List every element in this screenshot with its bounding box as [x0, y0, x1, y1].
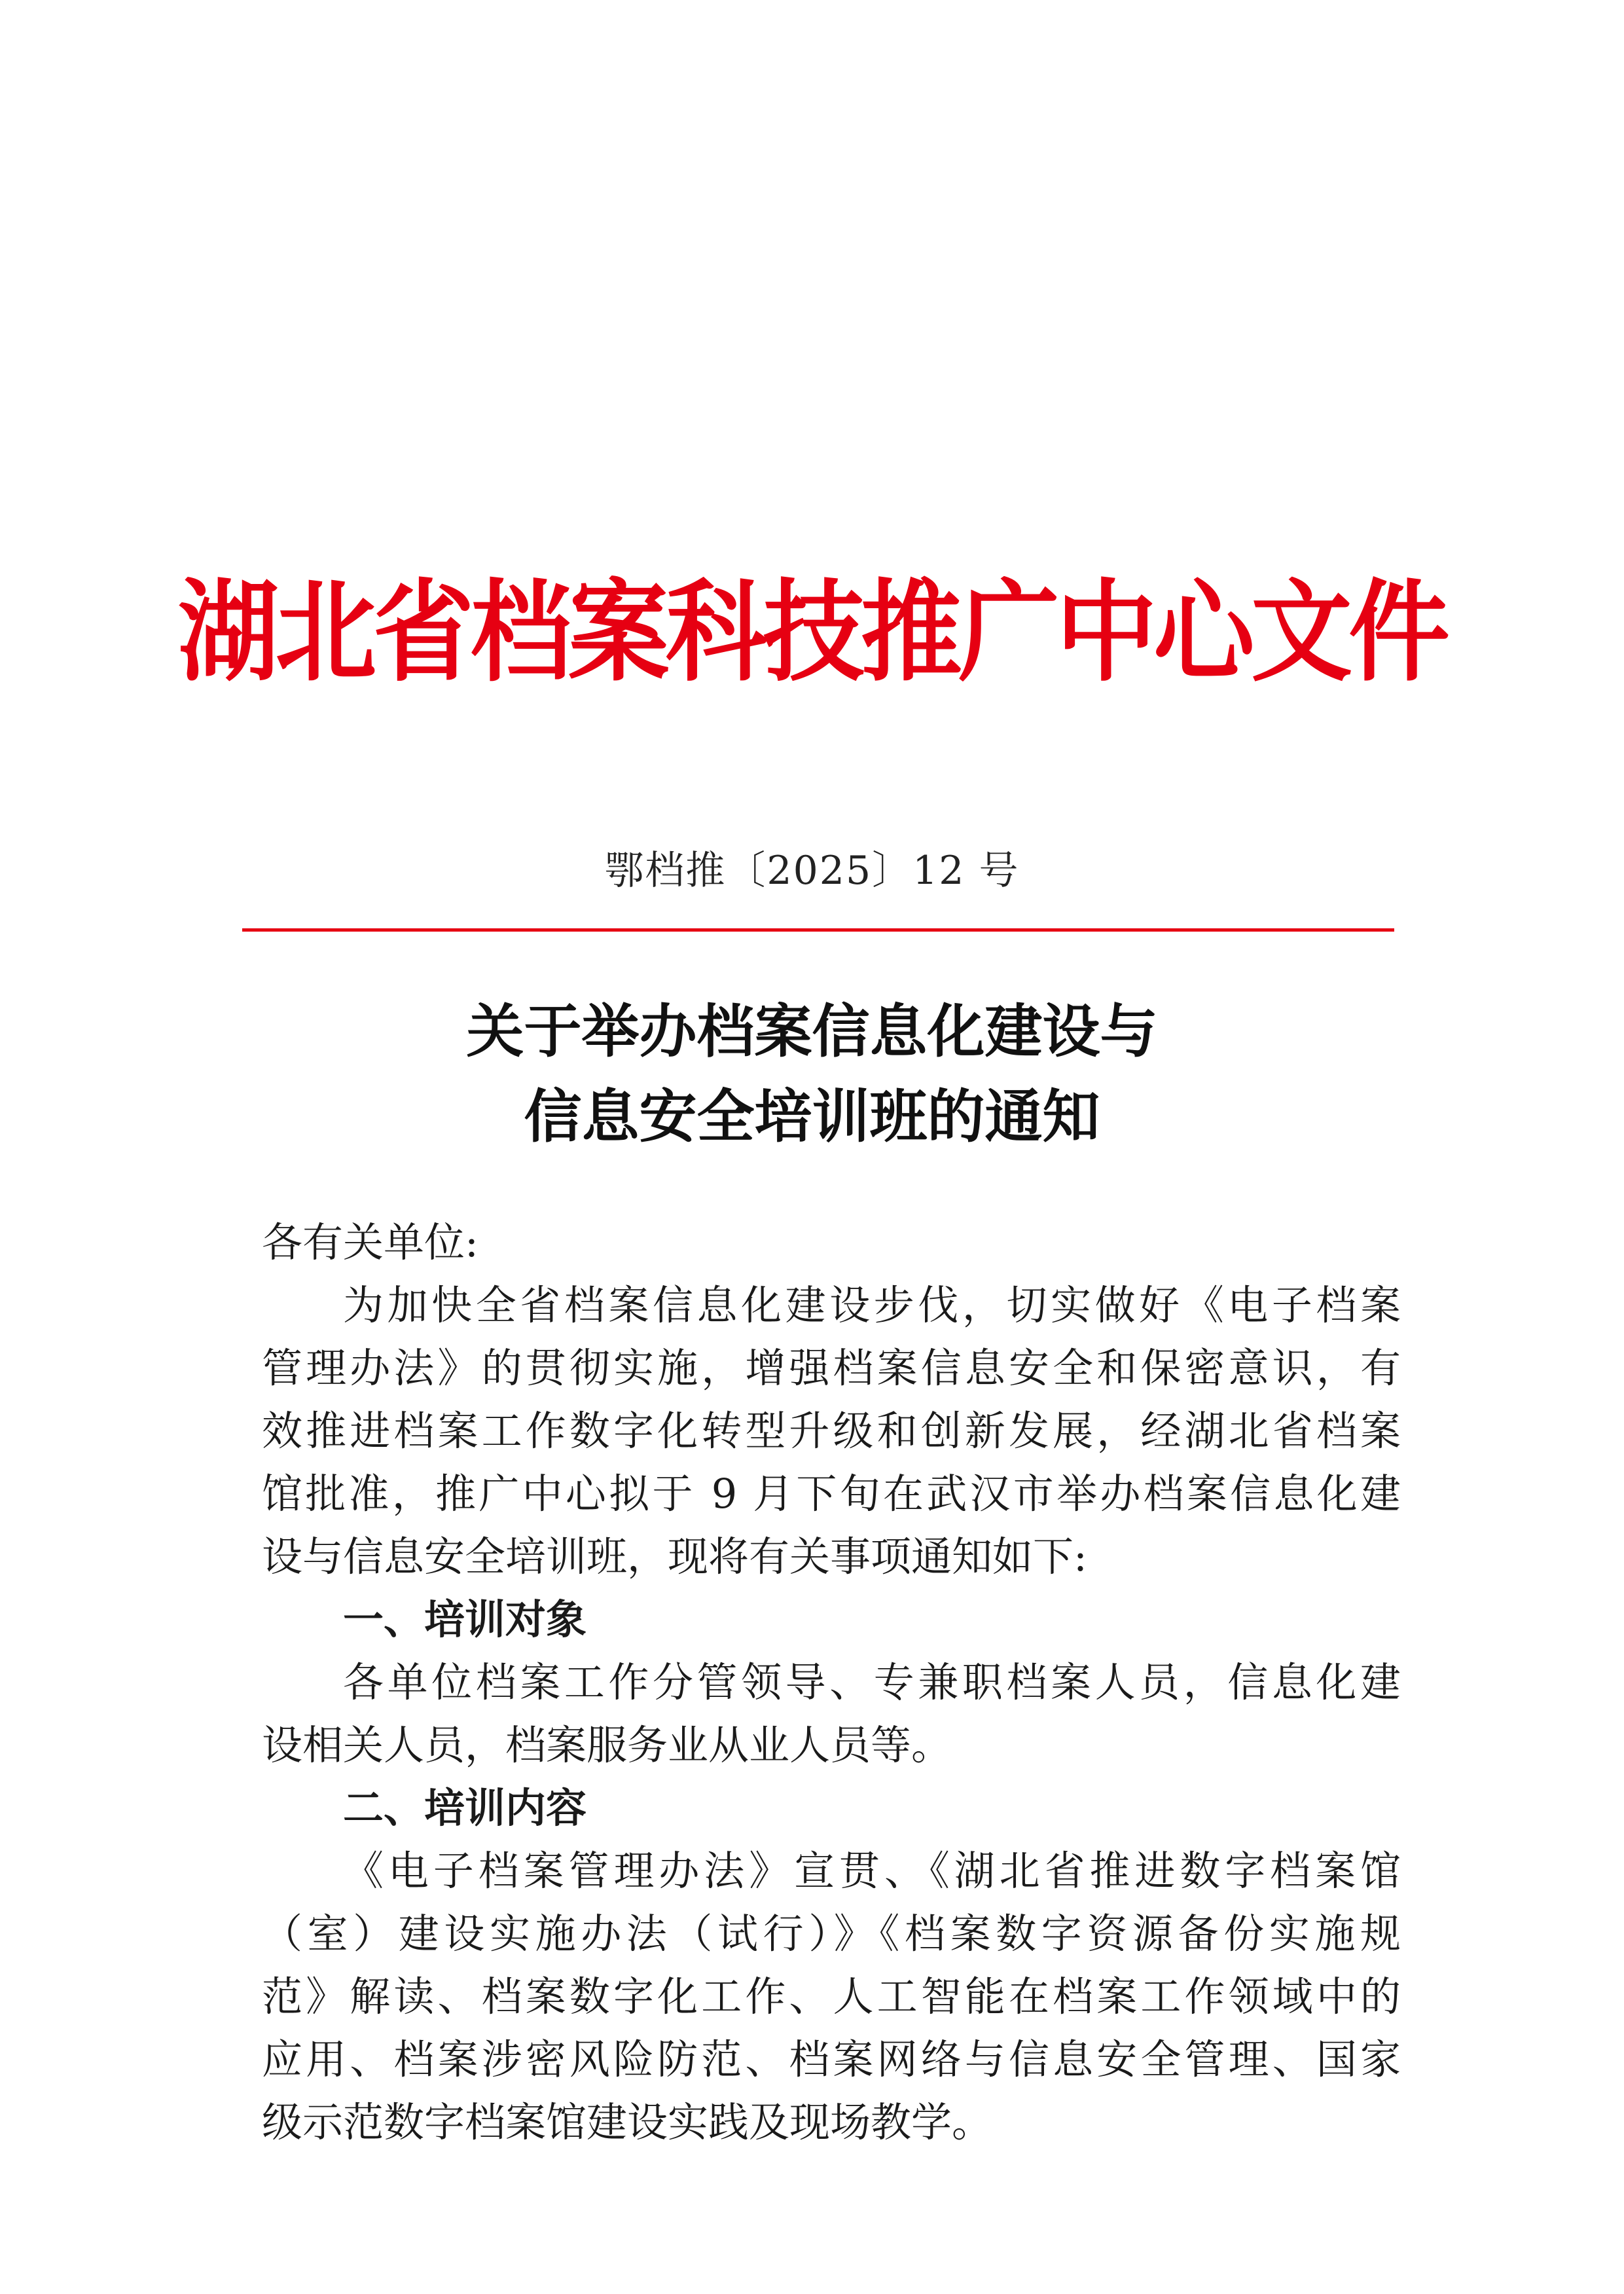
- notice-body: [262, 1211, 1401, 2154]
- intro-line-5: 设与信息安全培训班，现将有关事项通知如下:: [262, 1533, 1087, 1580]
- section2-line-5: 级示范数字档案馆建设实践及现场教学。: [262, 2098, 993, 2146]
- notice-title-line-1: 关于举办档案信息化建设与: [466, 997, 1158, 1065]
- section1-line-1: 各单位档案工作分管领导、专兼职档案人员，信息化建: [343, 1658, 1401, 1706]
- section-heading-training-content: 二、培训内容: [343, 1784, 587, 1832]
- document-number: 鄂档推〔2025〕12 号: [604, 848, 1020, 894]
- section2-line-1: 《电子档案管理办法》宣贯、《湖北省推进数字档案馆: [343, 1847, 1401, 1895]
- section2-line-4: 应用、档案涉密风险防范、档案网络与信息安全管理、国家: [262, 2035, 1401, 2083]
- salutation: 各有关单位:: [262, 1218, 478, 1266]
- section-heading-training-target: 一、培训对象: [343, 1595, 587, 1643]
- intro-line-4: 馆批准，推广中心拟于 9 月下旬在武汉市举办档案信息化建: [262, 1470, 1401, 1518]
- notice-title: [0, 989, 1624, 1159]
- notice-title-line-2: 信息安全培训班的通知: [524, 1082, 1100, 1150]
- intro-line-1: 为加快全省档案信息化建设步伐，切实做好《电子档案: [343, 1281, 1401, 1329]
- red-divider-line: [242, 928, 1394, 932]
- section2-line-3: 范》解读、档案数字化工作、人工智能在档案工作领域中的: [262, 1973, 1401, 2020]
- section1-line-2: 设相关人员，档案服务业从业人员等。: [262, 1721, 952, 1769]
- intro-line-2: 管理办法》的贯彻实施，增强档案信息安全和保密意识，有: [262, 1344, 1401, 1392]
- intro-line-3: 效推进档案工作数字化转型升级和创新发展，经湖北省档案: [262, 1407, 1401, 1455]
- section2-line-2: （室）建设实施办法（试行）》《档案数字资源备份实施规: [262, 1910, 1401, 1957]
- issuing-org-header: 湖北省档案科技推广中心文件: [177, 567, 1447, 697]
